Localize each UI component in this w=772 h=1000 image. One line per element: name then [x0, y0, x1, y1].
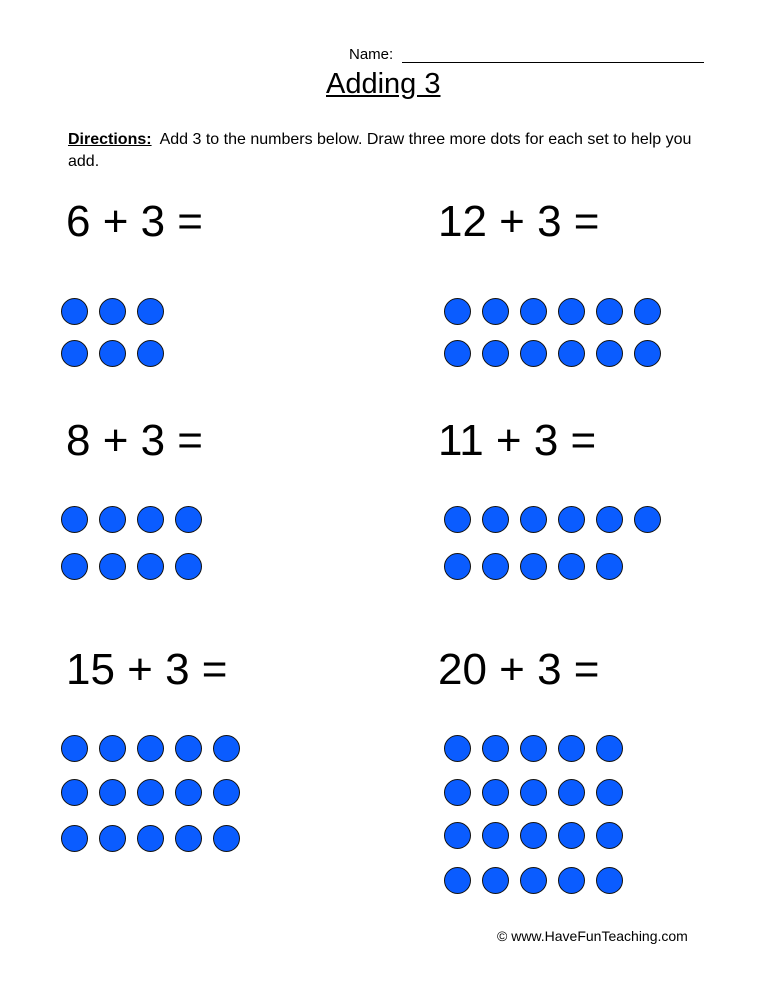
- counting-dot: [213, 825, 240, 852]
- counting-dot: [558, 506, 585, 533]
- counting-dot: [558, 553, 585, 580]
- counting-dot: [520, 779, 547, 806]
- directions-text: Add 3 to the numbers below. Draw three more dots for each set to help you add.: [68, 131, 692, 170]
- problem-equation: 8 + 3 =: [66, 416, 204, 465]
- counting-dot: [596, 553, 623, 580]
- counting-dot: [482, 340, 509, 367]
- counting-dot: [61, 553, 88, 580]
- counting-dot: [634, 298, 661, 325]
- counting-dot: [520, 867, 547, 894]
- name-label: Name:: [349, 46, 394, 63]
- counting-dot: [99, 340, 126, 367]
- counting-dot: [482, 867, 509, 894]
- problem-equation: 12 + 3 =: [438, 197, 600, 246]
- counting-dot: [137, 553, 164, 580]
- counting-dot: [520, 340, 547, 367]
- counting-dot: [596, 822, 623, 849]
- directions: [68, 129, 718, 173]
- counting-dot: [61, 340, 88, 367]
- name-field-line[interactable]: [402, 62, 704, 63]
- counting-dot: [61, 735, 88, 762]
- counting-dot: [482, 779, 509, 806]
- counting-dot: [596, 506, 623, 533]
- problem-equation: 20 + 3 =: [438, 645, 600, 694]
- counting-dot: [61, 298, 88, 325]
- counting-dot: [444, 822, 471, 849]
- counting-dot: [482, 553, 509, 580]
- counting-dot: [520, 735, 547, 762]
- counting-dot: [99, 735, 126, 762]
- counting-dot: [444, 867, 471, 894]
- counting-dot: [444, 506, 471, 533]
- counting-dot: [213, 779, 240, 806]
- counting-dot: [558, 779, 585, 806]
- counting-dot: [99, 506, 126, 533]
- counting-dot: [558, 822, 585, 849]
- directions-label: Directions:: [68, 131, 152, 148]
- counting-dot: [99, 553, 126, 580]
- counting-dot: [175, 735, 202, 762]
- counting-dot: [61, 779, 88, 806]
- counting-dot: [520, 822, 547, 849]
- counting-dot: [482, 298, 509, 325]
- counting-dot: [61, 506, 88, 533]
- worksheet-title: Adding 3: [326, 68, 441, 100]
- counting-dot: [99, 825, 126, 852]
- counting-dot: [482, 735, 509, 762]
- counting-dot: [137, 779, 164, 806]
- problem-equation: 11 + 3 =: [438, 416, 597, 465]
- counting-dot: [596, 867, 623, 894]
- counting-dot: [596, 735, 623, 762]
- counting-dot: [444, 553, 471, 580]
- counting-dot: [444, 735, 471, 762]
- counting-dot: [444, 779, 471, 806]
- problem-equation: 6 + 3 =: [66, 197, 204, 246]
- counting-dot: [482, 822, 509, 849]
- counting-dot: [61, 825, 88, 852]
- counting-dot: [137, 506, 164, 533]
- counting-dot: [137, 825, 164, 852]
- counting-dot: [137, 735, 164, 762]
- counting-dot: [558, 298, 585, 325]
- counting-dot: [482, 506, 509, 533]
- counting-dot: [444, 298, 471, 325]
- counting-dot: [175, 825, 202, 852]
- counting-dot: [99, 298, 126, 325]
- counting-dot: [520, 506, 547, 533]
- counting-dot: [520, 298, 547, 325]
- counting-dot: [634, 506, 661, 533]
- counting-dot: [137, 340, 164, 367]
- counting-dot: [558, 735, 585, 762]
- counting-dot: [99, 779, 126, 806]
- counting-dot: [596, 779, 623, 806]
- counting-dot: [520, 553, 547, 580]
- counting-dot: [596, 298, 623, 325]
- counting-dot: [213, 735, 240, 762]
- counting-dot: [137, 298, 164, 325]
- counting-dot: [558, 340, 585, 367]
- counting-dot: [175, 553, 202, 580]
- counting-dot: [175, 779, 202, 806]
- counting-dot: [444, 340, 471, 367]
- counting-dot: [634, 340, 661, 367]
- counting-dot: [175, 506, 202, 533]
- problem-equation: 15 + 3 =: [66, 645, 228, 694]
- copyright-footer: © www.HaveFunTeaching.com: [497, 928, 688, 944]
- counting-dot: [558, 867, 585, 894]
- counting-dot: [596, 340, 623, 367]
